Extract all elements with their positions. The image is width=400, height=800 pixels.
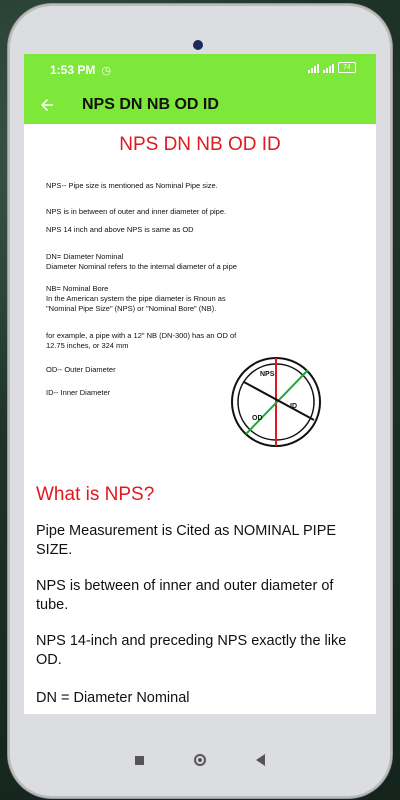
battery-icon: 74: [338, 62, 356, 73]
id-label: ID: [290, 403, 297, 410]
note-line: 12.75 inches, or 324 mm: [46, 341, 129, 350]
pipe-diameter-diagram: [230, 356, 322, 448]
article-paragraph: NPS is between of inner and outer diameter of tube.: [36, 578, 334, 613]
section-heading: What is NPS?: [36, 484, 155, 505]
nav-back-icon[interactable]: [256, 754, 265, 766]
back-arrow-icon[interactable]: [38, 96, 56, 114]
note-line: for example, a pipe with a 12" NB (DN-300) has an OD of: [46, 331, 237, 340]
note-line: NPS is in between of outer and inner diameter of pipe.: [46, 207, 227, 216]
signal-icon: [308, 63, 319, 73]
note-line: Diameter Nominal refers to the internal diameter of a pipe: [46, 262, 237, 271]
info-image: [24, 124, 376, 469]
note-line: NPS-- Pipe size is mentioned as Nominal Pipe size.: [46, 181, 218, 190]
note-line: OD-- Outer Diameter: [46, 365, 116, 374]
recents-icon[interactable]: [135, 756, 144, 765]
note-line: In the American system the pipe diameter is Rnoun as: [46, 294, 226, 303]
signal-icon-2: [323, 63, 334, 73]
article-paragraph: Pipe Measurement is Cited as NOMINAL PIPE SIZE.: [36, 523, 337, 558]
app-bar-title: NPS DN NB OD ID: [82, 96, 219, 113]
image-title: NPS DN NB OD ID: [119, 134, 281, 155]
article-paragraph: DN = Diameter Nominal: [36, 690, 190, 706]
article-paragraph: NPS 14-inch and preceding NPS exactly the like OD.: [36, 633, 347, 668]
home-icon[interactable]: [194, 754, 206, 766]
status-time: 1:53 PM: [50, 63, 96, 77]
note-line: "Nominal Pipe Size" (NPS) or "Nominal Bore" (NB).: [46, 304, 217, 313]
note-line: DN= Diameter Nominal: [46, 252, 124, 261]
system-nav-bar: [24, 740, 376, 780]
screen: [24, 54, 376, 714]
front-camera: [193, 40, 203, 50]
app-bar: [24, 86, 376, 124]
note-line: NB= Nominal Bore: [46, 284, 109, 293]
nps-label: NPS: [260, 371, 275, 378]
note-line: ID-- Inner Diameter: [46, 388, 111, 397]
alarm-icon: ◷: [101, 64, 111, 77]
status-icons: [308, 62, 356, 73]
od-label: OD: [252, 415, 263, 422]
content-scroll[interactable]: [24, 124, 376, 714]
note-line: NPS 14 inch and above NPS is same as OD: [46, 225, 194, 234]
status-bar: [24, 54, 376, 86]
